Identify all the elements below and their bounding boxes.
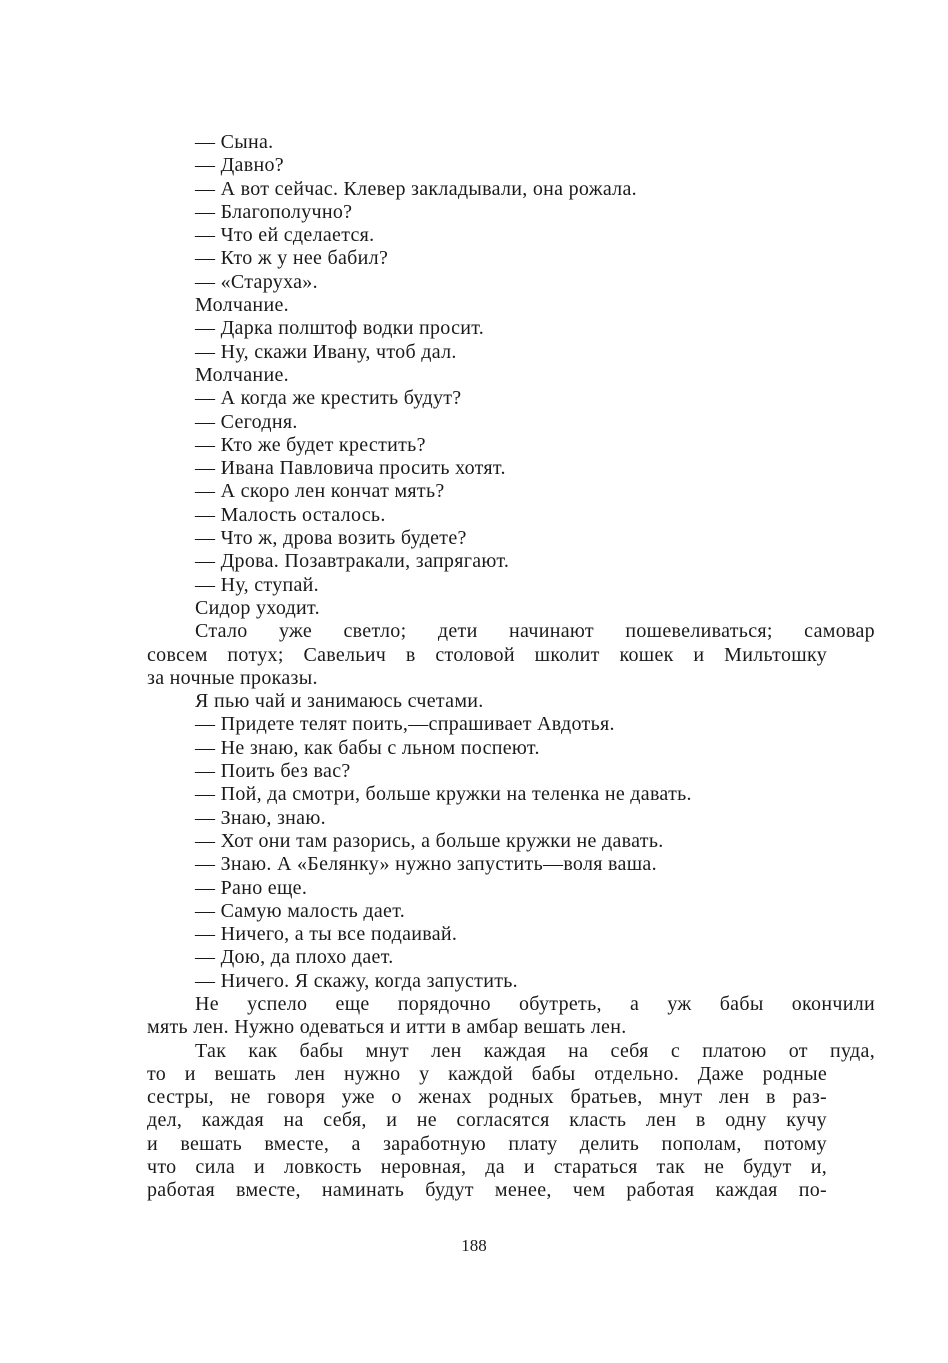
- text-line: — Поить без вас?: [195, 760, 351, 783]
- text-line: — Ничего. Я скажу, когда запустить.: [195, 969, 518, 992]
- text-line: — А когда же крестить будут?: [195, 387, 462, 410]
- text-line: — Что ж, дрова возить будете?: [195, 527, 467, 550]
- text-line: Сидор уходит.: [195, 596, 320, 619]
- text-line: — Самую малость дает.: [195, 899, 406, 922]
- text-line: — Рано еще.: [195, 876, 308, 899]
- text-line: Стало уже светло; дети начинают пошевеливаться; самовар: [195, 620, 875, 643]
- text-line: — Дарка полштоф водки просит.: [195, 317, 485, 340]
- text-line: за ночные проказы.: [147, 666, 318, 689]
- text-line: — Сына.: [195, 131, 274, 153]
- text-line: — А скоро лен кончат мять?: [195, 480, 445, 503]
- text-line: сестры, не говоря уже о женах родных братьев, мнут лен в раз-: [147, 1086, 827, 1109]
- text-line: совсем потух; Савельич в столовой школит кошек и Мильтошку: [147, 643, 827, 666]
- text-line: — Что ей сделается.: [195, 224, 375, 247]
- text-line: — Дрова. Позавтракали, запрягают.: [195, 550, 510, 573]
- text-line: и вешать вместе, а заработную плату делить пополам, потому: [147, 1132, 827, 1155]
- text-line: — Дою, да плохо дает.: [195, 946, 394, 969]
- text-line: Так как бабы мнут лен каждая на себя с платою от пуда,: [195, 1039, 875, 1062]
- text-line: — Знаю, знаю.: [195, 806, 326, 829]
- page-number: 188: [461, 1236, 487, 1255]
- text-line: — Кто же будет крестить?: [195, 433, 426, 456]
- page-text: [147, 131, 875, 1203]
- text-line: что сила и ловкость неровная, да и стараться так не будут и,: [147, 1156, 827, 1179]
- text-line: — Кто ж у нее бабил?: [195, 247, 389, 270]
- text-line: — Сегодня.: [195, 410, 298, 433]
- text-line: Молчание.: [195, 363, 289, 386]
- text-line: то и вешать лен нужно у каждой бабы отдельно. Даже родные: [147, 1062, 827, 1085]
- text-line: — Ивана Павловича просить хотят.: [195, 457, 506, 480]
- text-line: — Ну, скажи Ивану, чтоб дал.: [195, 340, 457, 363]
- text-line: — Ну, ступай.: [195, 573, 319, 596]
- text-line: — Малость осталось.: [195, 503, 386, 526]
- text-line: — Давно?: [195, 154, 284, 177]
- text-line: — Благополучно?: [195, 200, 353, 223]
- text-line: — Не знаю, как бабы с льном поспеют.: [195, 736, 540, 759]
- text-line: Я пью чай и занимаюсь счетами.: [195, 690, 484, 713]
- text-line: — Ничего, а ты все подаивай.: [195, 923, 458, 946]
- text-line: — А вот сейчас. Клевер закладывали, она рожала.: [195, 177, 637, 200]
- text-line: работая вместе, наминать будут менее, чем работая каждая по-: [147, 1179, 827, 1202]
- text-line: — Придете телят поить,—спрашивает Авдотья.: [195, 713, 615, 736]
- text-line: мять лен. Нужно одеваться и итти в амбар вешать лен.: [147, 1016, 627, 1039]
- text-line: — Знаю. А «Белянку» нужно запустить—воля ваша.: [195, 853, 657, 876]
- text-line: Молчание.: [195, 294, 289, 317]
- text-line: дел, каждая на себя, и не согласятся класть лен в одну кучу: [147, 1109, 827, 1132]
- text-line: — Пой, да смотри, больше кружки на теленка не давать.: [195, 783, 692, 806]
- text-line: Не успело еще порядочно обутреть, а уж бабы окончили: [195, 992, 875, 1015]
- text-line: — «Старуха».: [195, 270, 318, 293]
- text-line: — Хот они там разорись, а больше кружки не давать.: [195, 829, 664, 852]
